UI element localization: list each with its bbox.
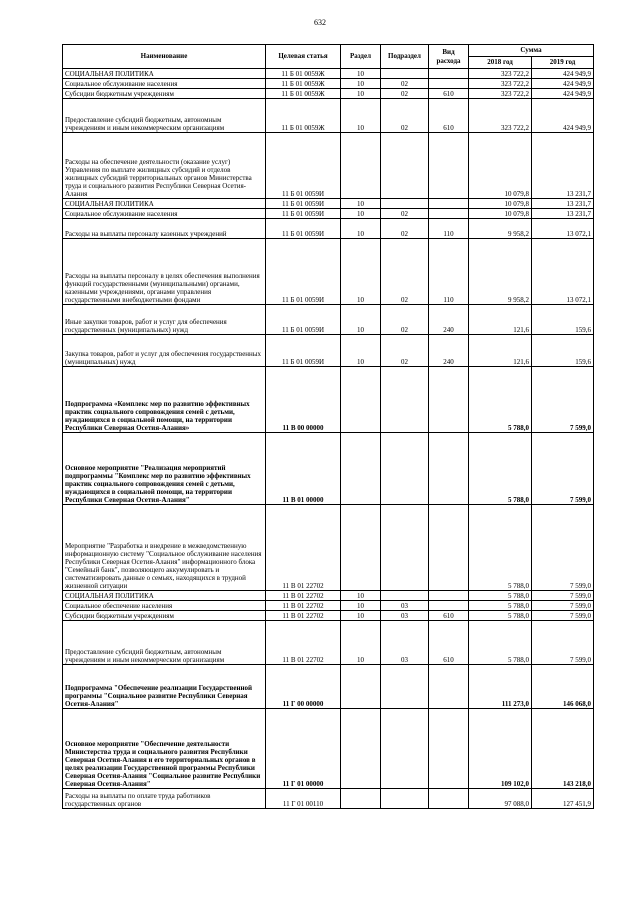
cell-target: 11 Г 01 00000 — [266, 709, 341, 789]
cell-section — [341, 133, 381, 199]
cell-name: СОЦИАЛЬНАЯ ПОЛИТИКА — [63, 591, 266, 601]
cell-amount-2018: 97 088,0 — [469, 789, 532, 809]
cell-expense-type — [429, 601, 469, 611]
cell-amount-2019: 7 599,0 — [532, 621, 594, 665]
header-name: Наименование — [63, 45, 266, 69]
cell-target: 11 Г 01 00110 — [266, 789, 341, 809]
table-row — [63, 133, 594, 199]
cell-amount-2018: 323 722,2 — [469, 99, 532, 133]
cell-subsection — [381, 665, 429, 709]
cell-section: 10 — [341, 219, 381, 239]
cell-amount-2019: 13 231,7 — [532, 209, 594, 219]
cell-section: 10 — [341, 69, 381, 79]
cell-amount-2019: 143 218,0 — [532, 709, 594, 789]
cell-section — [341, 665, 381, 709]
cell-section: 10 — [341, 621, 381, 665]
cell-expense-type: 610 — [429, 621, 469, 665]
header-year-2019: 2019 год — [532, 57, 594, 69]
cell-name: Социальное обеспечение населения — [63, 601, 266, 611]
cell-name: Основное мероприятие "Реализация мероприятий подпрограммы "Комплекс мер по развитию эффективных практик социального сопровождения семей с детьми, нуждающихся в социальной помощи, на территории Республики Северная Осетия-Алания" — [63, 433, 266, 505]
cell-name: Расходы на выплаты персоналу в целях обеспечения выполнения функций государственными (муниципальными) органами, казенными учреждениями, органами управления государственными внебюджетными фондами — [63, 239, 266, 305]
cell-section — [341, 433, 381, 505]
cell-amount-2018: 5 788,0 — [469, 505, 532, 591]
table-row — [63, 433, 594, 505]
cell-expense-type — [429, 199, 469, 209]
cell-amount-2018: 10 079,8 — [469, 133, 532, 199]
table-body — [63, 69, 594, 809]
cell-target: 11 В 01 22702 — [266, 505, 341, 591]
table-row — [63, 367, 594, 433]
cell-amount-2019: 13 072,1 — [532, 239, 594, 305]
cell-section: 10 — [341, 239, 381, 305]
table-row — [63, 199, 594, 209]
cell-expense-type: 110 — [429, 219, 469, 239]
table-row — [63, 99, 594, 133]
cell-amount-2019: 424 949,9 — [532, 79, 594, 89]
cell-expense-type — [429, 79, 469, 89]
cell-section: 10 — [341, 611, 381, 621]
cell-name: СОЦИАЛЬНАЯ ПОЛИТИКА — [63, 69, 266, 79]
cell-amount-2018: 5 788,0 — [469, 611, 532, 621]
cell-amount-2019: 7 599,0 — [532, 367, 594, 433]
cell-amount-2019: 159,6 — [532, 335, 594, 367]
cell-target: 11 Б 01 0059Ж — [266, 69, 341, 79]
table-row — [63, 335, 594, 367]
cell-expense-type — [429, 789, 469, 809]
table-row — [63, 789, 594, 809]
table-row — [63, 505, 594, 591]
cell-amount-2018: 5 788,0 — [469, 367, 532, 433]
cell-amount-2018: 111 273,0 — [469, 665, 532, 709]
cell-amount-2019: 13 231,7 — [532, 133, 594, 199]
table-row — [63, 239, 594, 305]
cell-subsection — [381, 591, 429, 601]
cell-name: Расходы на обеспечение деятельности (оказание услуг) Управления по выплате жилищных субсидий и отделов жилищных субсидий территориальных органов Министерства труда и социального развития Республики Северная Осетия-Алания — [63, 133, 266, 199]
cell-target: 11 В 01 22702 — [266, 601, 341, 611]
cell-name: Социальное обслуживание населения — [63, 79, 266, 89]
cell-target: 11 В 00 00000 — [266, 367, 341, 433]
cell-amount-2019: 7 599,0 — [532, 505, 594, 591]
cell-amount-2019: 7 599,0 — [532, 611, 594, 621]
cell-section: 10 — [341, 209, 381, 219]
cell-name: Расходы на выплаты персоналу казенных учреждений — [63, 219, 266, 239]
cell-subsection — [381, 433, 429, 505]
cell-target: 11 Б 01 0059И — [266, 199, 341, 209]
table-row — [63, 305, 594, 335]
header-expense-type: Вид расхода — [429, 45, 469, 69]
cell-subsection — [381, 709, 429, 789]
cell-section — [341, 709, 381, 789]
cell-amount-2018: 323 722,2 — [469, 69, 532, 79]
header-section: Раздел — [341, 45, 381, 69]
cell-target: 11 Б 01 0059Ж — [266, 79, 341, 89]
cell-target: 11 Б 01 0059И — [266, 209, 341, 219]
header-target: Целевая статья — [266, 45, 341, 69]
table-row — [63, 209, 594, 219]
cell-section: 10 — [341, 79, 381, 89]
cell-name: Предоставление субсидий бюджетным, автономным учреждениям и иным некоммерческим организациям — [63, 99, 266, 133]
cell-subsection: 02 — [381, 305, 429, 335]
cell-name: Предоставление субсидий бюджетным, автономным учреждениям и иным некоммерческим организациям — [63, 621, 266, 665]
cell-section: 10 — [341, 591, 381, 601]
cell-subsection: 03 — [381, 611, 429, 621]
cell-subsection: 02 — [381, 99, 429, 133]
cell-subsection: 02 — [381, 335, 429, 367]
cell-amount-2018: 5 788,0 — [469, 621, 532, 665]
table-row — [63, 89, 594, 99]
cell-subsection — [381, 69, 429, 79]
cell-expense-type: 240 — [429, 305, 469, 335]
cell-expense-type — [429, 591, 469, 601]
cell-subsection — [381, 505, 429, 591]
cell-expense-type — [429, 433, 469, 505]
cell-section: 10 — [341, 89, 381, 99]
cell-subsection: 02 — [381, 209, 429, 219]
cell-amount-2018: 5 788,0 — [469, 433, 532, 505]
cell-amount-2019: 424 949,9 — [532, 89, 594, 99]
cell-expense-type — [429, 505, 469, 591]
cell-subsection: 02 — [381, 219, 429, 239]
cell-subsection: 02 — [381, 79, 429, 89]
cell-amount-2018: 10 079,8 — [469, 209, 532, 219]
budget-table — [62, 44, 594, 809]
table-row — [63, 611, 594, 621]
table-row — [63, 621, 594, 665]
cell-amount-2018: 323 722,2 — [469, 89, 532, 99]
cell-section: 10 — [341, 601, 381, 611]
cell-amount-2018: 5 788,0 — [469, 601, 532, 611]
cell-expense-type: 110 — [429, 239, 469, 305]
cell-section: 10 — [341, 199, 381, 209]
cell-name: Мероприятие "Разработка и внедрение в межведомственную информационную систему "Социальное обслуживание населения Республики Северная Осетия-Алания" информационного блока "Семейный банк", позволяющего аккумулировать и систематизировать данные о семьях, находящихся в трудной жизненной ситуации — [63, 505, 266, 591]
cell-amount-2019: 7 599,0 — [532, 601, 594, 611]
cell-name: Социальное обслуживание населения — [63, 209, 266, 219]
cell-name: Подпрограмма «Комплекс мер по развитию эффективных практик социального сопровождения семей с детьми, нуждающихся в социальной помощи, на территории Республики Северная Осетия-Алания» — [63, 367, 266, 433]
cell-amount-2018: 10 079,8 — [469, 199, 532, 209]
cell-section — [341, 505, 381, 591]
table-row — [63, 601, 594, 611]
cell-target: 11 Б 01 0059И — [266, 133, 341, 199]
cell-amount-2019: 7 599,0 — [532, 591, 594, 601]
cell-expense-type — [429, 665, 469, 709]
cell-amount-2019: 13 231,7 — [532, 199, 594, 209]
cell-name: Закупка товаров, работ и услуг для обеспечения государственных (муниципальных) нужд — [63, 335, 266, 367]
cell-amount-2018: 9 958,2 — [469, 239, 532, 305]
cell-target: 11 В 01 22702 — [266, 611, 341, 621]
cell-amount-2019: 424 949,9 — [532, 99, 594, 133]
cell-name: Расходы на выплаты по оплате труда работников государственных органов — [63, 789, 266, 809]
cell-target: 11 В 01 22702 — [266, 621, 341, 665]
header-year-2018: 2018 год — [469, 57, 532, 69]
cell-amount-2018: 323 722,2 — [469, 79, 532, 89]
cell-subsection: 03 — [381, 601, 429, 611]
cell-expense-type — [429, 209, 469, 219]
cell-expense-type: 610 — [429, 611, 469, 621]
table-row — [63, 69, 594, 79]
cell-subsection: 02 — [381, 239, 429, 305]
cell-expense-type — [429, 709, 469, 789]
cell-target: 11 Б 01 0059И — [266, 335, 341, 367]
cell-target: 11 Б 01 0059И — [266, 239, 341, 305]
cell-name: Подпрограмма "Обеспечение реализации Государственной программы "Социальное развитие Республики Северная Осетия-Алания" — [63, 665, 266, 709]
cell-target: 11 В 01 22702 — [266, 591, 341, 601]
cell-expense-type — [429, 133, 469, 199]
cell-section — [341, 789, 381, 809]
cell-name: Иные закупки товаров, работ и услуг для обеспечения государственных (муниципальных) нужд — [63, 305, 266, 335]
cell-section: 10 — [341, 305, 381, 335]
cell-name: Основное мероприятие "Обеспечение деятельности Министерства труда и социального развития Республики Северная Осетия-Алания и его территориальных органов в целях реализации Государственной программы Республики Северная Осетия-Алания "Социальное развитие Республики Северная Осетия-Алания" — [63, 709, 266, 789]
cell-amount-2019: 146 068,0 — [532, 665, 594, 709]
cell-subsection — [381, 789, 429, 809]
cell-subsection: 03 — [381, 621, 429, 665]
cell-target: 11 Б 01 0059И — [266, 305, 341, 335]
cell-amount-2018: 121,6 — [469, 305, 532, 335]
cell-expense-type — [429, 367, 469, 433]
cell-section: 10 — [341, 335, 381, 367]
cell-section — [341, 367, 381, 433]
cell-amount-2019: 424 949,9 — [532, 69, 594, 79]
cell-name: Субсидии бюджетным учреждениям — [63, 89, 266, 99]
cell-subsection: 02 — [381, 89, 429, 99]
table-row — [63, 79, 594, 89]
cell-amount-2019: 7 599,0 — [532, 433, 594, 505]
header-subsection: Подраздел — [381, 45, 429, 69]
cell-target: 11 В 01 00000 — [266, 433, 341, 505]
cell-target: 11 Г 00 00000 — [266, 665, 341, 709]
cell-amount-2018: 9 958,2 — [469, 219, 532, 239]
cell-amount-2018: 109 102,0 — [469, 709, 532, 789]
cell-expense-type: 610 — [429, 89, 469, 99]
cell-subsection — [381, 133, 429, 199]
table-row — [63, 591, 594, 601]
cell-amount-2019: 13 072,1 — [532, 219, 594, 239]
page-number: 632 — [314, 18, 326, 27]
cell-expense-type — [429, 69, 469, 79]
cell-name: СОЦИАЛЬНАЯ ПОЛИТИКА — [63, 199, 266, 209]
cell-target: 11 Б 01 0059Ж — [266, 89, 341, 99]
cell-subsection — [381, 367, 429, 433]
table-row — [63, 219, 594, 239]
cell-expense-type: 240 — [429, 335, 469, 367]
header-amount: Сумма — [469, 45, 594, 57]
cell-amount-2019: 159,6 — [532, 305, 594, 335]
cell-section: 10 — [341, 99, 381, 133]
cell-amount-2018: 5 788,0 — [469, 591, 532, 601]
cell-name: Субсидии бюджетным учреждениям — [63, 611, 266, 621]
cell-amount-2018: 121,6 — [469, 335, 532, 367]
table-row — [63, 709, 594, 789]
cell-expense-type: 610 — [429, 99, 469, 133]
cell-target: 11 Б 01 0059Ж — [266, 99, 341, 133]
cell-target: 11 Б 01 0059И — [266, 219, 341, 239]
cell-subsection — [381, 199, 429, 209]
table-row — [63, 665, 594, 709]
cell-amount-2019: 127 451,9 — [532, 789, 594, 809]
